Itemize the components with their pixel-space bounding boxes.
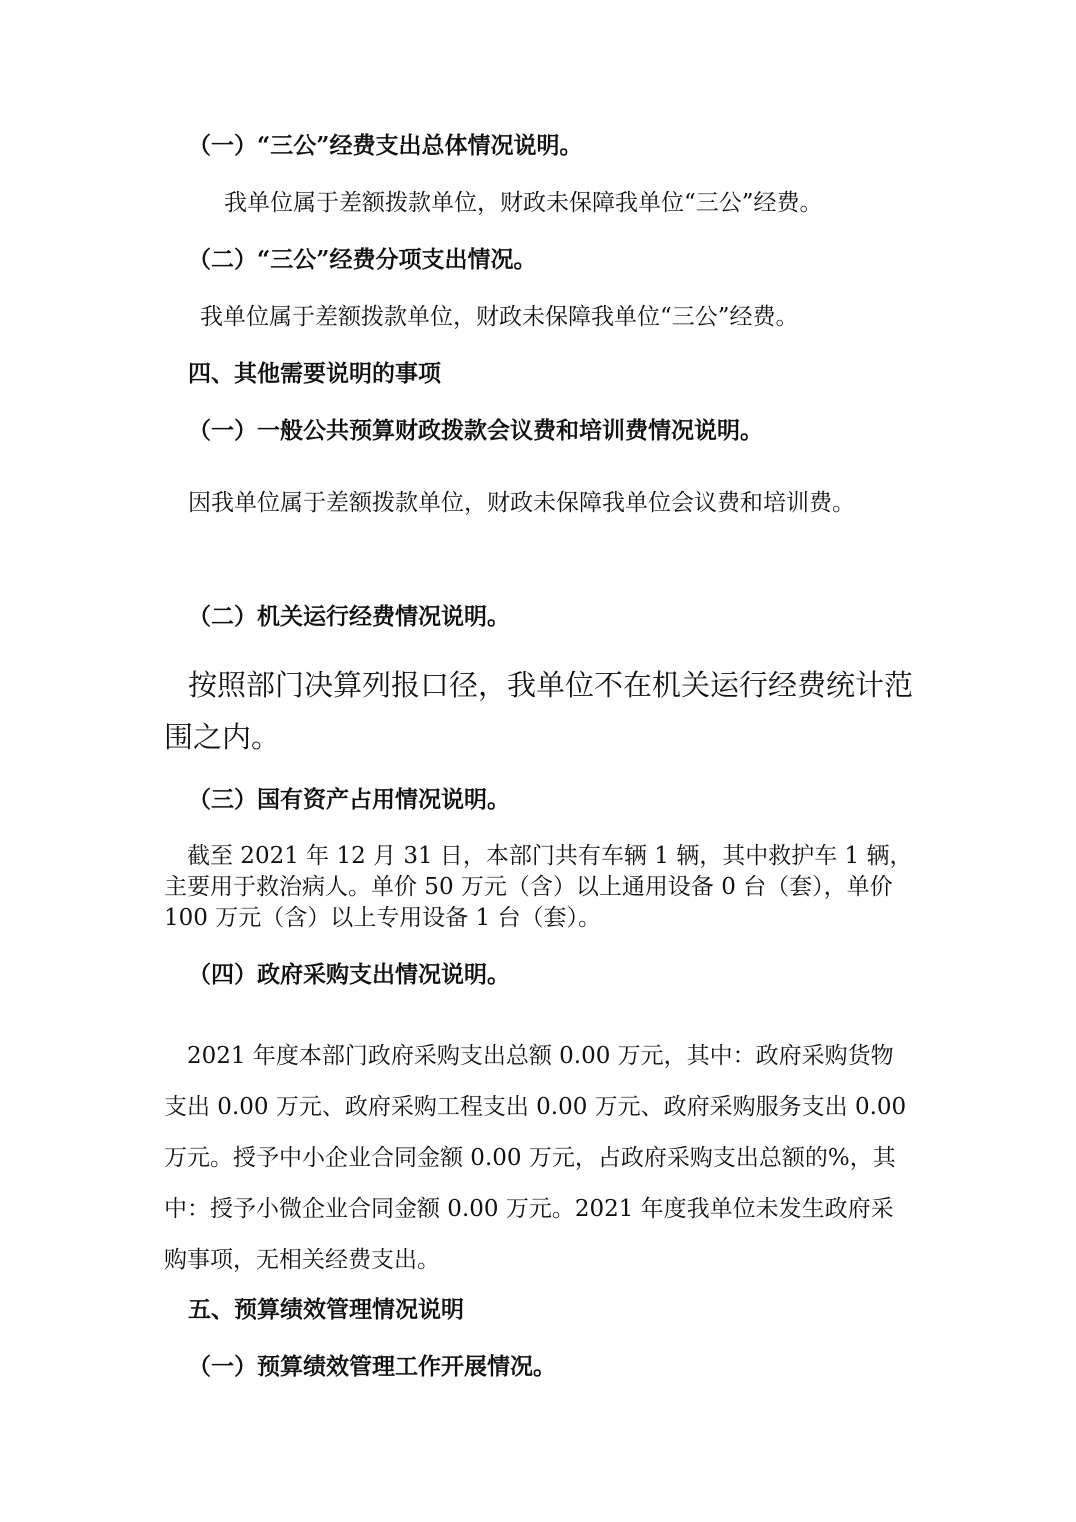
paragraph-sangong-itemized: 我单位属于差额拨款单位，财政未保障我单位“三公”经费。 — [200, 304, 799, 330]
heading-operating-expenses: （二）机关运行经费情况说明。 — [188, 603, 510, 630]
heading-sangong-overall: （一）“三公”经费支出总体情况说明。 — [188, 132, 583, 159]
heading-government-procurement: （四）政府采购支出情况说明。 — [188, 961, 510, 988]
heading-state-assets: （三）国有资产占用情况说明。 — [188, 786, 510, 813]
heading-other-matters: 四、其他需要说明的事项 — [188, 360, 441, 387]
paragraph-operating-expenses-line1: 按照部门决算列报口径，我单位不在机关运行经费统计范 — [188, 668, 914, 702]
heading-performance-work: （一）预算绩效管理工作开展情况。 — [188, 1353, 556, 1380]
heading-meeting-training-fees: （一）一般公共预算财政拨款会议费和培训费情况说明。 — [188, 417, 763, 444]
paragraph-operating-expenses-line2: 围之内。 — [164, 720, 281, 754]
heading-sangong-itemized: （二）“三公”经费分项支出情况。 — [188, 246, 537, 273]
heading-performance-management: 五、预算绩效管理情况说明 — [188, 1296, 464, 1323]
paragraph-government-procurement: 2021 年度本部门政府采购支出总额 0.00 万元，其中：政府采购货物支出 0.00 万元、政府采购工程支出 0.00 万元、政府采购服务支出 0.00 万元。授予中小企业合同金额 0.00 万元，占政府采购支出总额的%，其中：授予小微企业合同金额 0.00 万元。2021 年度我单位未发生政府采购事项，无相关经费支出。 — [164, 1043, 907, 1273]
paragraph-state-assets: 截至 2021 年 12 月 31 日，本部门共有车辆 1 辆，其中救护车 1 辆，主要用于救治病人。单价 50 万元（含）以上通用设备 0 台（套），单价 100 万元（含）以上专用设备 1 台（套）。 — [164, 843, 913, 931]
paragraph-meeting-training-fees: 因我单位属于差额拨款单位，财政未保障我单位会议费和培训费。 — [188, 490, 855, 516]
paragraph-sangong-overall: 我单位属于差额拨款单位，财政未保障我单位“三公”经费。 — [224, 190, 823, 216]
